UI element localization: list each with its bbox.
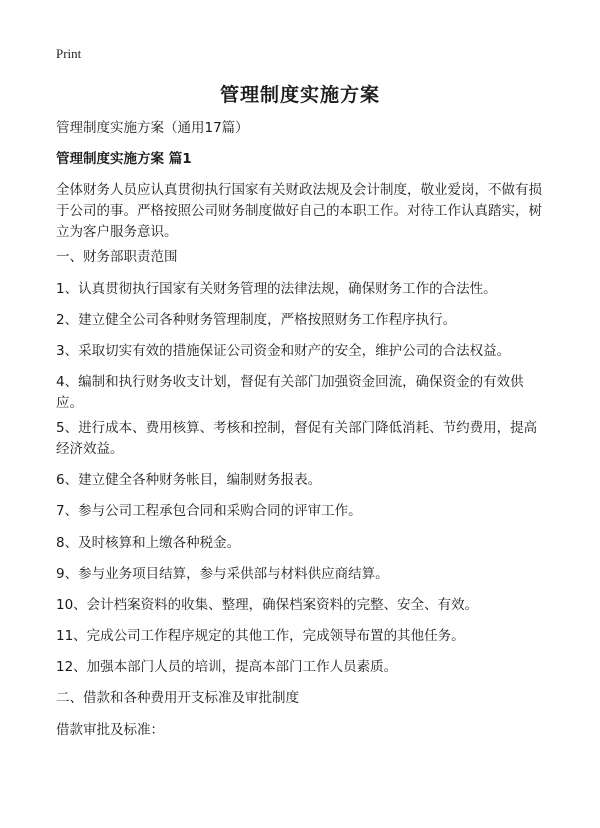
list-item: 5、进行成本、费用核算、考核和控制，督促有关部门降低消耗、节约费用，提高经济效益。	[56, 420, 538, 457]
part1-heading: 一、财务部职责范围	[56, 249, 178, 265]
list-item: 2、建立健全公司各种财务管理制度，严格按照财务工作程序执行。	[56, 312, 457, 328]
loan-heading: 借款审批及标准：	[56, 722, 164, 738]
part2-heading: 二、借款和各种费用开支标准及审批制度	[56, 690, 299, 706]
page-title: 管理制度实施方案	[219, 84, 380, 106]
list-item: 10、会计档案资料的收集、整理，确保档案资料的完整、安全、有效。	[56, 597, 479, 613]
section-heading: 管理制度实施方案 篇1	[56, 151, 192, 167]
list-item: 7、参与公司工程承包合同和采购合同的评审工作。	[56, 503, 362, 519]
list-item: 11、完成公司工作程序规定的其他工作，完成领导布置的其他任务。	[56, 628, 465, 644]
list-item: 12、加强本部门人员的培训，提高本部门工作人员素质。	[56, 659, 398, 675]
print-link[interactable]: Print	[56, 46, 82, 61]
list-item: 3、采取切实有效的措施保证公司资金和财产的安全，维护公司的合法权益。	[56, 343, 511, 359]
document-subtitle: 管理制度实施方案（通用17篇）	[56, 120, 249, 136]
intro-paragraph: 全体财务人员应认真贯彻执行国家有关财政法规及会计制度，敬业爱岗，不做有损于公司的事。严格按照公司财务制度做好自己的本职工作。对待工作认真踏实，树立为客户服务意识。	[56, 182, 542, 240]
list-item: 9、参与业务项目结算，参与采供部与材料供应商结算。	[56, 566, 389, 582]
list-item: 4、编制和执行财务收支计划，督促有关部门加强资金回流，确保资金的有效供应。	[56, 374, 524, 411]
list-item: 8、及时核算和上缴各种税金。	[56, 535, 241, 551]
list-item: 1、认真贯彻执行国家有关财务管理的法律法规，确保财务工作的合法性。	[56, 281, 497, 297]
list-item: 6、建立健全各种财务帐目，编制财务报表。	[56, 472, 322, 488]
